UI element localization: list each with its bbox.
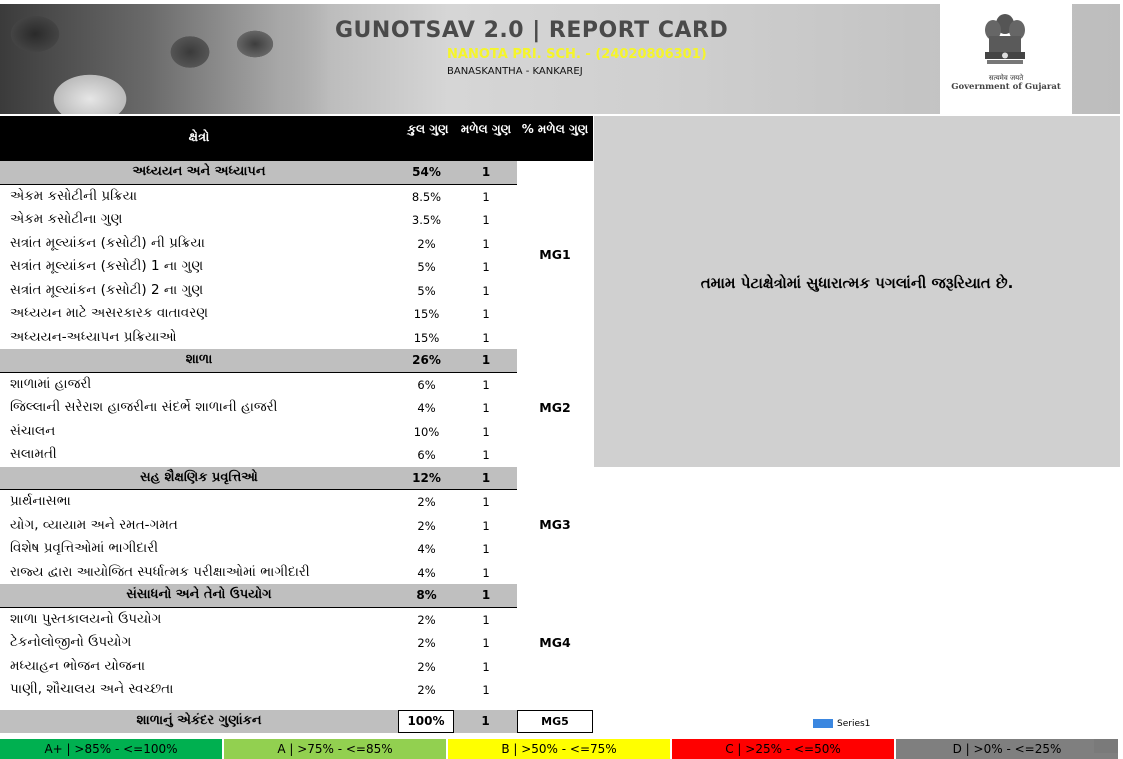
row-label: જિલ્લાની સરેરાશ હાજરીના સંદર્ભે શાળાની હાજરી (10, 399, 278, 415)
table-row (0, 608, 517, 632)
grade-band: C | >25% - <=50% (672, 739, 894, 759)
row-obtained: 1 (482, 659, 490, 674)
summary-obtained: 1 (481, 714, 490, 728)
row-total: 8.5% (411, 189, 442, 204)
legend-swatch (813, 719, 833, 728)
table-row (0, 631, 517, 655)
section-obtained: 1 (481, 165, 491, 179)
section-row (0, 349, 517, 373)
row-total: 5% (417, 260, 436, 274)
row-label: સત્રાંત મૂલ્યાંકન (કસોટી) 2 ના ગુણ (10, 281, 204, 298)
header-area: ક્ષેત્રો (188, 130, 210, 145)
table-row (0, 537, 517, 561)
section-title: શાળા (185, 352, 213, 367)
table-row (0, 185, 517, 209)
row-obtained: 1 (482, 636, 490, 650)
row-total: 2% (417, 659, 436, 674)
row-label: પાણી, શૌચાલય અને સ્વચ્છતા (10, 681, 174, 697)
section-total: 54% (412, 165, 441, 179)
grade-band: A+ | >85% - <=100% (0, 739, 222, 759)
header-obtained: મળેલ ગુણ (460, 122, 512, 136)
district-name: BANASKANTHA - KANKAREJ (447, 66, 583, 77)
government-logo (940, 4, 1072, 114)
grade-band: A | >75% - <=85% (224, 739, 446, 759)
table-row (0, 678, 517, 702)
table-row (0, 279, 517, 303)
row-total: 15% (413, 330, 440, 345)
section-row (0, 467, 517, 491)
section-obtained: 1 (481, 470, 491, 485)
row-obtained: 1 (482, 683, 490, 697)
section-title: સહ શૈક્ષણિક પ્રવૃત્તિઓ (140, 469, 258, 485)
row-obtained: 1 (482, 189, 490, 204)
row-label: અધ્યયન-અધ્યાપન પ્રક્રિયાઓ (10, 328, 177, 345)
row-label: મધ્યાહન ભોજન યોજના (10, 657, 146, 674)
row-label: વિશેષ પ્રવૃત્તિઓમાં ભાગીદારી (10, 540, 159, 556)
section-title: સંસાધનો અને તેનો ઉપયોગ (126, 587, 272, 602)
row-total: 4% (417, 542, 436, 556)
summary-total: 100% (398, 710, 454, 733)
row-label: પ્રાર્થનાસભા (10, 493, 71, 509)
row-label: રાજ્ય દ્વારા આયોજિત સ્પર્ધાત્મક પરીક્ષાઓમાં ભાગીદારી (10, 563, 310, 580)
legend-label: Series1 (837, 719, 871, 729)
summary-row (0, 710, 593, 733)
row-label: સલામતી (10, 446, 57, 462)
table-header (0, 116, 593, 161)
table-row (0, 514, 517, 538)
section-obtained: 1 (481, 588, 491, 602)
row-obtained: 1 (482, 424, 490, 439)
row-obtained: 1 (482, 260, 490, 274)
section-total: 12% (412, 470, 441, 485)
row-total: 15% (413, 307, 440, 321)
table-row (0, 232, 517, 256)
table-row (0, 443, 517, 467)
government-label: Government of Gujarat (951, 82, 1061, 92)
row-total: 2% (417, 683, 436, 697)
header-percent: % મળેલ ગુણ (521, 122, 589, 136)
row-obtained: 1 (482, 495, 490, 509)
emblem-motto: सत्यमेव जयते (988, 74, 1024, 82)
group-label: MG1 (539, 247, 571, 262)
scroll-corner (1094, 739, 1118, 753)
row-total: 2% (417, 236, 436, 251)
school-name: NANOTA PRI. SCH. - (24020806301) (447, 47, 707, 62)
section-row (0, 161, 517, 185)
table-row (0, 208, 517, 232)
row-label: સંચાલન (10, 422, 56, 439)
row-total: 2% (417, 495, 436, 509)
table-row (0, 255, 517, 279)
section-total: 8% (416, 588, 437, 602)
report-header (0, 4, 1120, 114)
row-total: 4% (417, 401, 436, 415)
row-obtained: 1 (482, 330, 490, 345)
page-title: GUNOTSAV 2.0 | REPORT CARD (335, 18, 729, 43)
remark-panel (594, 116, 1120, 467)
emblem-icon (975, 10, 1035, 76)
row-total: 6% (417, 448, 436, 462)
chart-legend (813, 719, 870, 729)
row-obtained: 1 (482, 542, 490, 556)
group-label: MG2 (539, 399, 571, 415)
summary-group: MG5 (517, 710, 593, 733)
row-total: 5% (417, 283, 436, 298)
row-total: 6% (417, 377, 436, 392)
section-total: 26% (412, 353, 441, 367)
section-title: અધ્યયન અને અધ્યાપન (132, 164, 266, 179)
remark-text: તમામ પેટાક્ષેત્રોમાં સુધારાત્મક પગલાંની જરૂરિયાત છે. (700, 274, 1014, 292)
group-label: MG4 (539, 634, 571, 650)
row-total: 3.5% (411, 213, 442, 227)
row-total: 4% (417, 565, 436, 580)
table-row (0, 490, 517, 514)
row-obtained: 1 (482, 518, 490, 533)
table-row (0, 373, 517, 397)
row-obtained: 1 (482, 401, 490, 415)
table-row (0, 420, 517, 444)
row-obtained: 1 (482, 448, 490, 462)
row-total: 10% (413, 424, 440, 439)
row-label: યોગ, વ્યાયામ અને રમત-ગમત (10, 516, 178, 533)
table-row (0, 302, 517, 326)
row-obtained: 1 (482, 565, 490, 580)
row-label: ટેકનોલોજીનો ઉપયોગ (10, 634, 132, 650)
row-label: શાળા પુસ્તકાલયનો ઉપયોગ (10, 610, 162, 627)
row-label: અધ્યયન માટે અસરકારક વાતાવરણ (10, 305, 208, 321)
row-label: શાળામાં હાજરી (10, 375, 92, 392)
row-label: એકમ કસોટીની પ્રક્રિયા (10, 187, 138, 204)
row-label: સત્રાંત મૂલ્યાંકન (કસોટી) ની પ્રક્રિયા (10, 234, 205, 251)
row-obtained: 1 (482, 377, 490, 392)
row-obtained: 1 (482, 612, 490, 627)
table-row (0, 326, 517, 350)
row-obtained: 1 (482, 307, 490, 321)
row-total: 2% (417, 518, 436, 533)
grade-band: D | >0% - <=25% (896, 739, 1118, 759)
table-row (0, 561, 517, 585)
section-obtained: 1 (481, 353, 491, 367)
row-total: 2% (417, 636, 436, 650)
table-row (0, 396, 517, 420)
section-row (0, 584, 517, 608)
row-label: એકમ કસોટીના ગુણ (10, 211, 123, 227)
table-row (0, 655, 517, 679)
summary-label: શાળાનું એકંદર ગુણાંકન (136, 713, 262, 728)
row-total: 2% (417, 612, 436, 627)
row-obtained: 1 (482, 213, 490, 227)
row-label: સત્રાંત મૂલ્યાંકન (કસોટી) 1 ના ગુણ (10, 258, 204, 274)
header-photo (0, 4, 330, 114)
grade-band: B | >50% - <=75% (448, 739, 670, 759)
row-obtained: 1 (482, 236, 490, 251)
group-label: MG3 (539, 517, 571, 533)
row-obtained: 1 (482, 283, 490, 298)
header-total: કુલ ગુણ (407, 122, 449, 136)
